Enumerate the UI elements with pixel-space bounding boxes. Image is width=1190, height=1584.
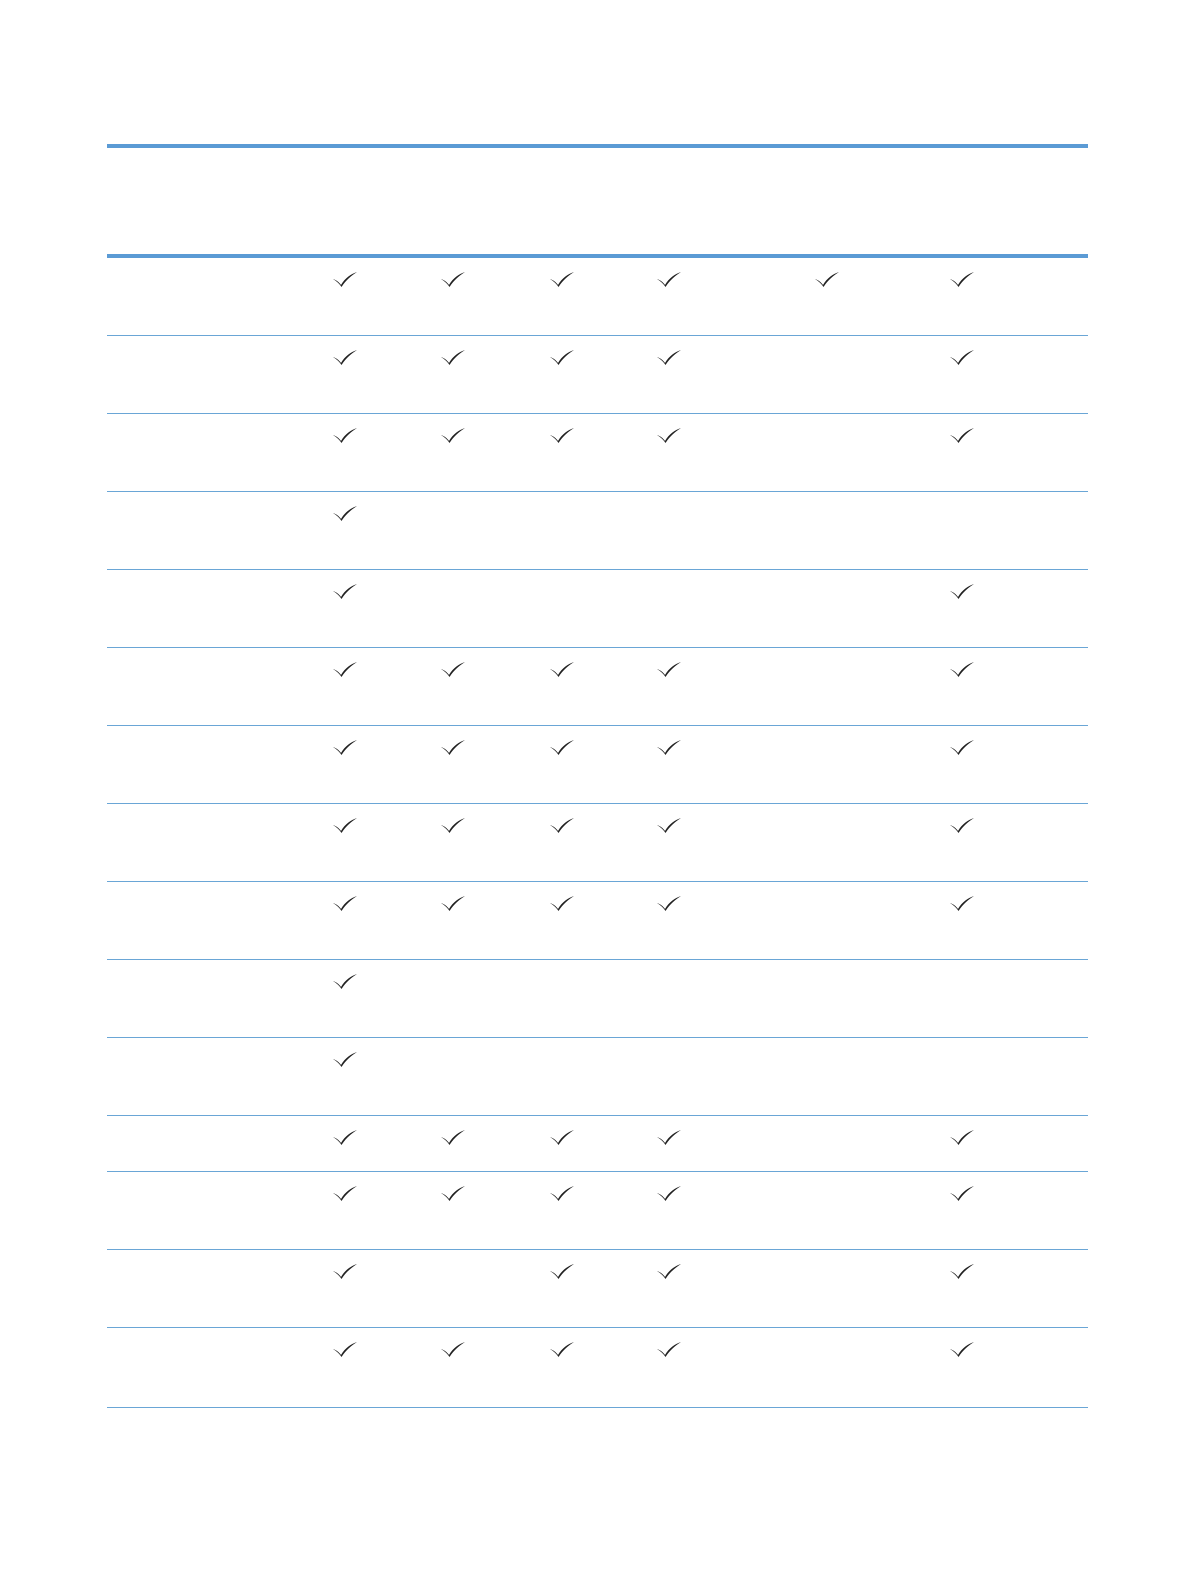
feature-table — [107, 144, 1088, 1408]
checkmark-icon — [654, 892, 684, 914]
checkmark-icon — [438, 1182, 468, 1204]
table-row — [107, 1250, 1088, 1328]
table-row — [107, 726, 1088, 804]
checkmark-icon — [330, 814, 360, 836]
checkmark-icon — [547, 814, 577, 836]
checkmark-icon — [330, 1126, 360, 1148]
checkmark-icon — [438, 424, 468, 446]
checkmark-icon — [330, 580, 360, 602]
checkmark-icon — [330, 970, 360, 992]
checkmark-icon — [654, 736, 684, 758]
checkmark-icon — [330, 268, 360, 290]
checkmark-icon — [947, 346, 977, 368]
checkmark-icon — [654, 1338, 684, 1360]
checkmark-icon — [330, 424, 360, 446]
table-row — [107, 492, 1088, 570]
table-row — [107, 1116, 1088, 1172]
table-body — [107, 258, 1088, 1408]
checkmark-icon — [947, 736, 977, 758]
checkmark-icon — [330, 346, 360, 368]
checkmark-icon — [654, 658, 684, 680]
checkmark-icon — [330, 502, 360, 524]
checkmark-icon — [547, 1182, 577, 1204]
table-row — [107, 336, 1088, 414]
checkmark-icon — [438, 658, 468, 680]
checkmark-icon — [947, 658, 977, 680]
checkmark-icon — [330, 1338, 360, 1360]
checkmark-icon — [947, 424, 977, 446]
checkmark-icon — [947, 1126, 977, 1148]
checkmark-icon — [947, 580, 977, 602]
checkmark-icon — [654, 1182, 684, 1204]
checkmark-icon — [438, 1126, 468, 1148]
checkmark-icon — [547, 268, 577, 290]
table-row — [107, 804, 1088, 882]
checkmark-icon — [947, 268, 977, 290]
table-row — [107, 648, 1088, 726]
checkmark-icon — [438, 346, 468, 368]
checkmark-icon — [438, 892, 468, 914]
checkmark-icon — [438, 736, 468, 758]
checkmark-icon — [547, 1126, 577, 1148]
checkmark-icon — [330, 1260, 360, 1282]
table-row — [107, 414, 1088, 492]
checkmark-icon — [947, 1260, 977, 1282]
checkmark-icon — [654, 346, 684, 368]
table-row — [107, 1038, 1088, 1116]
checkmark-icon — [947, 814, 977, 836]
table-row — [107, 1328, 1088, 1408]
checkmark-icon — [330, 736, 360, 758]
table-row — [107, 1172, 1088, 1250]
checkmark-icon — [330, 892, 360, 914]
table-row — [107, 882, 1088, 960]
table-row — [107, 960, 1088, 1038]
table-row — [107, 570, 1088, 648]
checkmark-icon — [438, 1338, 468, 1360]
checkmark-icon — [547, 424, 577, 446]
checkmark-icon — [812, 268, 842, 290]
checkmark-icon — [547, 1260, 577, 1282]
checkmark-icon — [547, 658, 577, 680]
checkmark-icon — [654, 268, 684, 290]
checkmark-icon — [947, 1182, 977, 1204]
checkmark-icon — [654, 814, 684, 836]
checkmark-icon — [330, 658, 360, 680]
table-header — [107, 148, 1088, 254]
checkmark-icon — [330, 1182, 360, 1204]
checkmark-icon — [547, 892, 577, 914]
checkmark-icon — [654, 1126, 684, 1148]
checkmark-icon — [547, 736, 577, 758]
checkmark-icon — [654, 424, 684, 446]
checkmark-icon — [547, 346, 577, 368]
checkmark-icon — [947, 1338, 977, 1360]
checkmark-icon — [438, 268, 468, 290]
checkmark-icon — [330, 1048, 360, 1070]
checkmark-icon — [438, 814, 468, 836]
table-row — [107, 258, 1088, 336]
checkmark-icon — [947, 892, 977, 914]
checkmark-icon — [654, 1260, 684, 1282]
checkmark-icon — [547, 1338, 577, 1360]
